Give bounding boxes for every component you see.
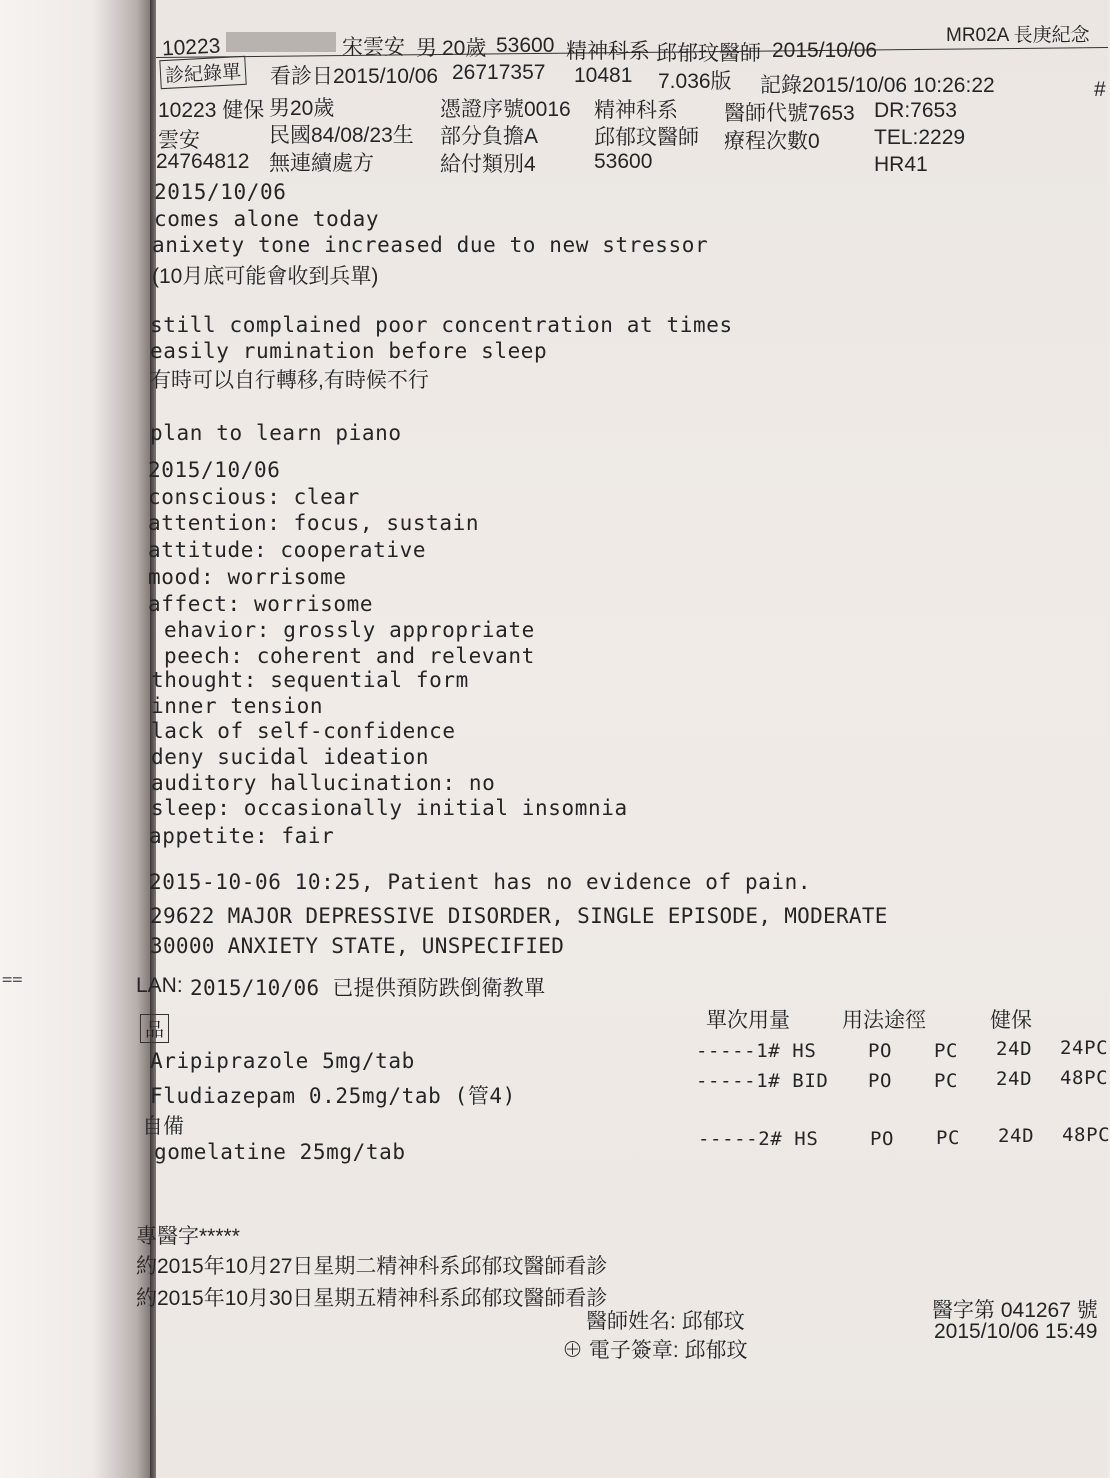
- form-title: 診紀錄單: [159, 56, 246, 89]
- plan-label: LAN:: [136, 974, 183, 997]
- e-signature: [562, 1334, 748, 1364]
- info-r3c3: 給付類別4: [440, 153, 536, 176]
- objective-line: auditory hallucination: no: [151, 771, 496, 795]
- appointment-line: 約2015年10月30日星期五精神科系邱郁玟醫師看診: [136, 1287, 608, 1310]
- doctor-name: 醫師姓名: 邱郁玟: [586, 1310, 745, 1333]
- diagnosis-line: 29622 MAJOR DEPRESSIVE DISORDER, SINGLE EPISODE, MODERATE: [150, 904, 888, 928]
- subjective-line: comes alone today: [154, 207, 380, 231]
- license-label: 專醫字*****: [136, 1225, 240, 1248]
- e-signature-text: 電子簽章: 邱郁玟: [588, 1339, 748, 1362]
- medication-dose: -----1# BID: [696, 1070, 829, 1092]
- medication-name: gomelatine 25mg/tab: [154, 1140, 406, 1164]
- info-r3c2: 無連續處方: [269, 152, 374, 175]
- patient-name: 宋雲安: [342, 36, 405, 59]
- info-r3c4: 53600: [594, 150, 653, 173]
- route-header: 用法途徑: [842, 1009, 926, 1032]
- objective-line: mood: worrisome: [148, 565, 347, 589]
- info-r2c6: TEL:2229: [874, 126, 966, 149]
- diagnosis-line: 30000 ANXIETY STATE, UNSPECIFIED: [150, 934, 565, 958]
- info-r2c2: 民國84/08/23生: [269, 124, 414, 147]
- medication-dose: -----2# HS: [698, 1128, 819, 1150]
- info-r1c2: 男20歲: [269, 97, 335, 120]
- patient-sex: 男: [416, 37, 437, 60]
- objective-line: deny sucidal ideation: [151, 745, 430, 769]
- objective-line: appetite: fair: [149, 824, 335, 848]
- medication-qty: 48PC: [1060, 1067, 1109, 1089]
- medication-route: PO: [870, 1128, 895, 1150]
- objective-line: sleep: occasionally initial insomnia: [151, 796, 628, 820]
- objective-line: attitude: cooperative: [148, 538, 427, 562]
- info-r2c1: 雲安: [158, 129, 200, 152]
- version: 7.036版: [658, 70, 732, 93]
- subjective-line: (10月底可能會收到兵單): [152, 265, 379, 288]
- medication-days: 24D: [996, 1068, 1033, 1090]
- record-number: 10481: [574, 64, 633, 87]
- info-r3c6: HR41: [874, 153, 928, 176]
- medication-route: PO: [868, 1040, 893, 1062]
- info-r1c1: 10223 健保: [158, 99, 265, 122]
- objective-line: attention: focus, sustain: [148, 511, 480, 535]
- info-r3c1: 24764812: [156, 150, 250, 173]
- medication-section-label: 品: [140, 1014, 169, 1043]
- subjective-line: easily rumination before sleep: [150, 339, 548, 363]
- doctor: 邱郁玟醫師: [656, 42, 761, 65]
- medication-days: 24D: [996, 1038, 1033, 1060]
- medication-qty: 48PC: [1062, 1124, 1110, 1146]
- pain-note: 2015-10-06 10:25, Patient has no evidence of pain.: [149, 870, 812, 894]
- subjective-date: 2015/10/06: [154, 180, 287, 204]
- info-r2c3: 部分負擔A: [440, 125, 539, 148]
- serial-number: 26717357: [452, 61, 546, 84]
- medication-qty: 24PC: [1060, 1037, 1109, 1059]
- subjective-line: plan to learn piano: [150, 421, 402, 445]
- medication-timing: PC: [936, 1127, 961, 1149]
- info-r1c4: 精神科系: [594, 99, 678, 122]
- dept-code: 53600: [496, 34, 555, 57]
- objective-line: lack of self-confidence: [151, 719, 456, 743]
- info-r1c5: 醫師代號7653: [724, 102, 855, 125]
- appointment-line: 約2015年10月27日星期二精神科系邱郁玟醫師看診: [136, 1255, 608, 1278]
- info-r2c5: 療程次數0: [724, 130, 820, 153]
- medical-record-page: [136, 0, 1110, 1478]
- medication-route: PO: [868, 1070, 893, 1092]
- hash-mark: #: [1094, 78, 1106, 101]
- self-prepared-label: 自備: [142, 1115, 184, 1138]
- insurance-header: 健保: [990, 1009, 1032, 1032]
- medication-timing: PC: [934, 1040, 959, 1062]
- info-r2c4: 邱郁玟醫師: [594, 126, 699, 149]
- objective-line: ehavior: grossly appropriate: [164, 618, 535, 642]
- edge-mark: ==: [2, 970, 23, 990]
- plan-text: 2015/10/06 已提供預防跌倒衛教單: [190, 976, 546, 1000]
- signed-time: 2015/10/06 15:49: [934, 1320, 1098, 1343]
- objective-date: 2015/10/06: [148, 458, 281, 482]
- objective-line: conscious: clear: [148, 485, 360, 509]
- header-date: 2015/10/06: [772, 39, 878, 62]
- objective-line: peech: coherent and relevant: [164, 644, 535, 668]
- medication-dose: -----1# HS: [696, 1040, 817, 1062]
- subjective-line: still complained poor concentration at times: [150, 313, 733, 337]
- medication-name: Fludiazepam 0.25mg/tab (管4): [150, 1084, 516, 1108]
- objective-line: thought: sequential form: [151, 668, 469, 692]
- info-r1c3: 憑證序號0016: [440, 98, 571, 121]
- medication-name: Aripiprazole 5mg/tab: [150, 1049, 415, 1073]
- objective-line: affect: worrisome: [148, 592, 374, 616]
- medication-days: 24D: [998, 1125, 1035, 1147]
- department: 精神科系: [566, 40, 650, 63]
- visit-date: 看診日2015/10/06: [270, 65, 439, 88]
- patient-age: 20歲: [442, 37, 487, 60]
- record-time: 記錄2015/10/06 10:26:22: [760, 74, 995, 97]
- cert-number: 醫字第 041267 號: [932, 1299, 1098, 1322]
- medication-timing: PC: [934, 1070, 959, 1092]
- subjective-line: 有時可以自行轉移,有時候不行: [150, 369, 429, 392]
- binder-shadow: [0, 0, 155, 1478]
- objective-line: inner tension: [151, 694, 324, 718]
- subjective-line: anixety tone increased due to new stressor: [152, 233, 709, 257]
- form-code: MR02A 長庚紀念: [946, 25, 1090, 46]
- seal-icon: ⊕: [562, 1339, 589, 1362]
- redacted-block: [226, 32, 336, 52]
- chart-number: 10223: [161, 34, 221, 61]
- info-r1c6: DR:7653: [874, 99, 957, 122]
- dose-header: 單次用量: [706, 1009, 790, 1032]
